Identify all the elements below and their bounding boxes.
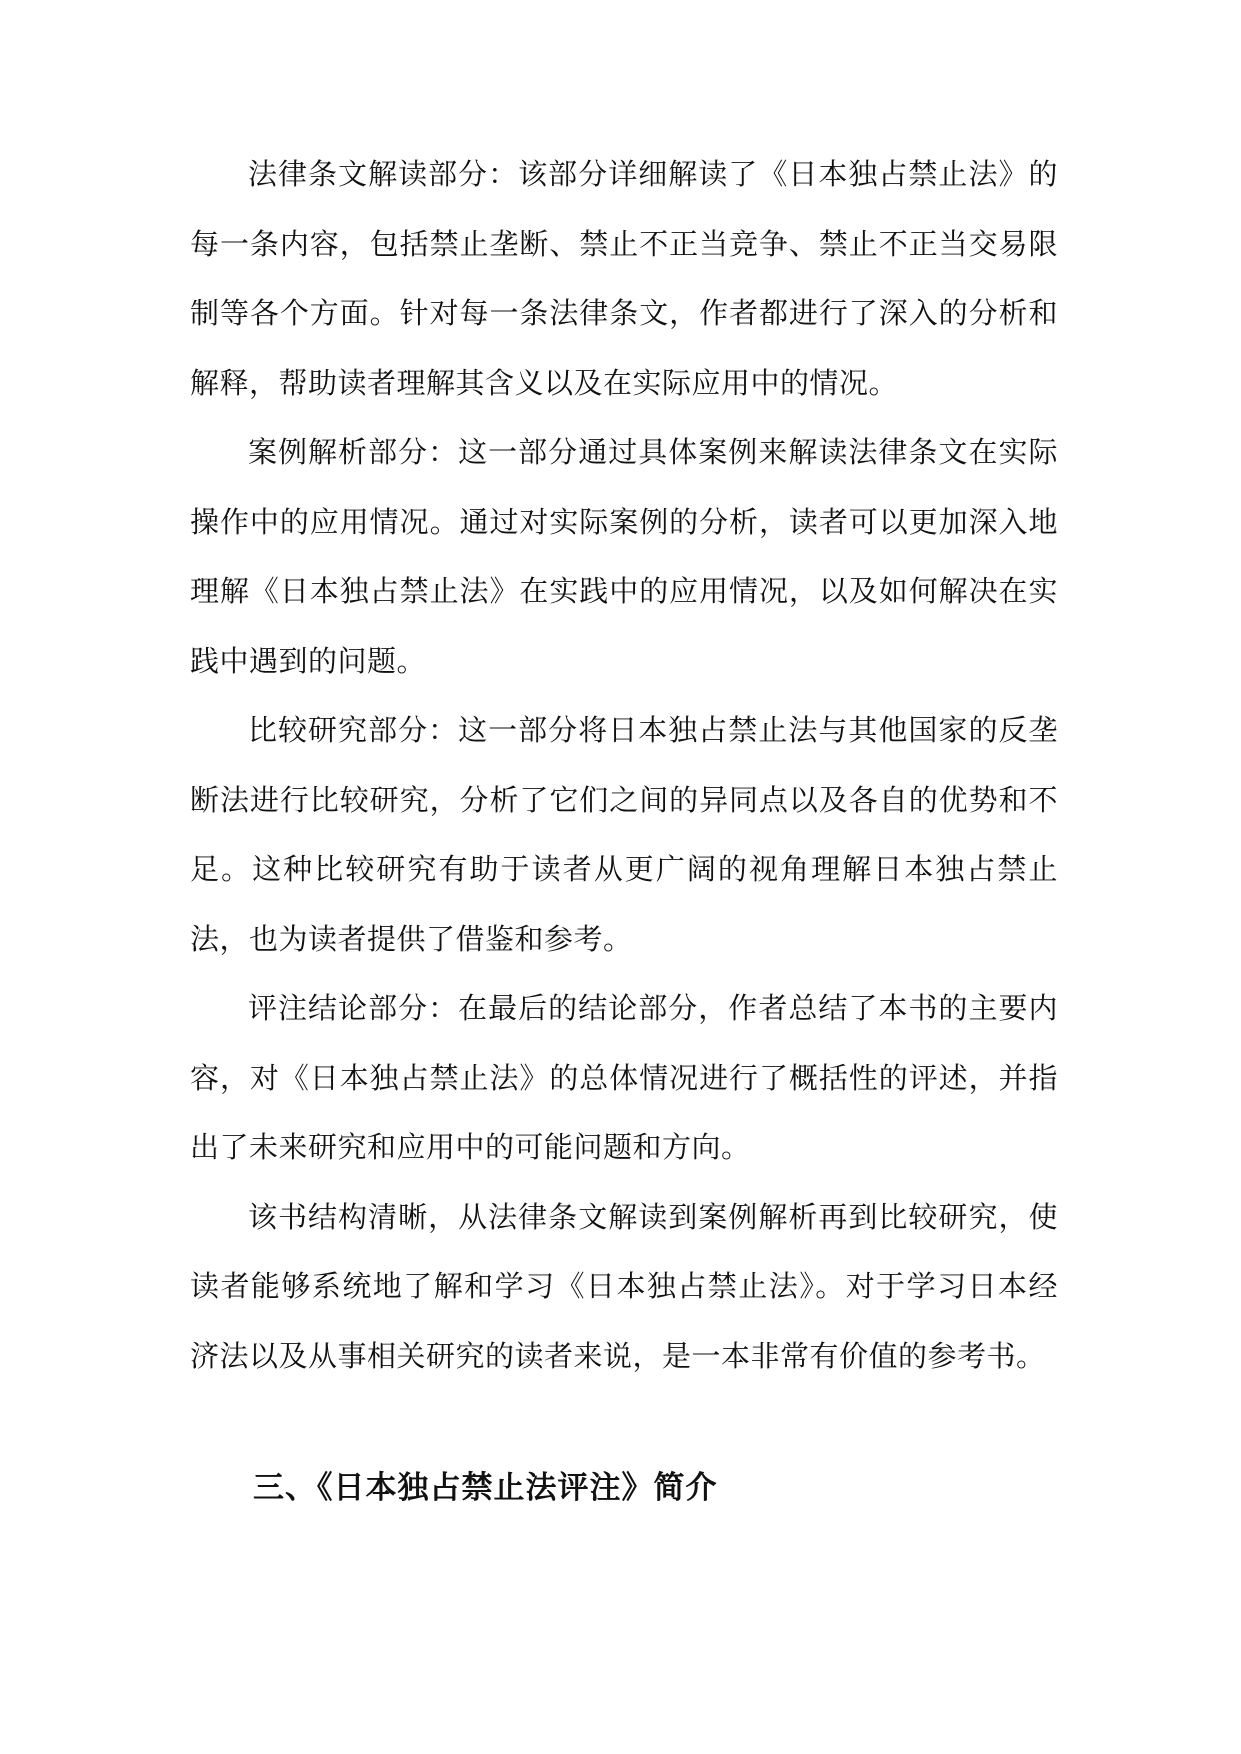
paragraph-summary: 该书结构清晰，从法律条文解读到案例解析再到比较研究，使读者能够系统地了解和学习《日本独占禁止法》。对于学习日本经济法以及从事相关研究的读者来说，是一本非常有价值的参考书。 <box>190 1199 1058 1373</box>
body-text <box>190 140 1058 1391</box>
paragraph-comparative-study: 比较研究部分：这一部分将日本独占禁止法与其他国家的反垄断法进行比较研究，分析了它们之间的异同点以及各自的优势和不足。这种比较研究有助于读者从更广阔的视角理解日本独占禁止法，也为读者提供了借鉴和参考。 <box>190 713 1058 956</box>
paragraph-conclusion: 评注结论部分：在最后的结论部分，作者总结了本书的主要内容，对《日本独占禁止法》的总体情况进行了概括性的评述，并指出了未来研究和应用中的可能问题和方向。 <box>190 991 1058 1164</box>
section-heading: 三、《日本独占禁止法评注》简介 <box>253 1470 718 1506</box>
paragraph-legal-provisions: 法律条文解读部分：该部分详细解读了《日本独占禁止法》的每一条内容，包括禁止垄断、禁止不正当竞争、禁止不正当交易限制等各个方面。针对每一条法律条文，作者都进行了深入的分析和解释，帮助读者理解其含义以及在实际应用中的情况。 <box>190 157 1058 400</box>
paragraph-case-analysis: 案例解析部分：这一部分通过具体案例来解读法律条文在实际操作中的应用情况。通过对实际案例的分析，读者可以更加深入地理解《日本独占禁止法》在实践中的应用情况，以及如何解决在实践中遇到的问题。 <box>190 435 1058 678</box>
